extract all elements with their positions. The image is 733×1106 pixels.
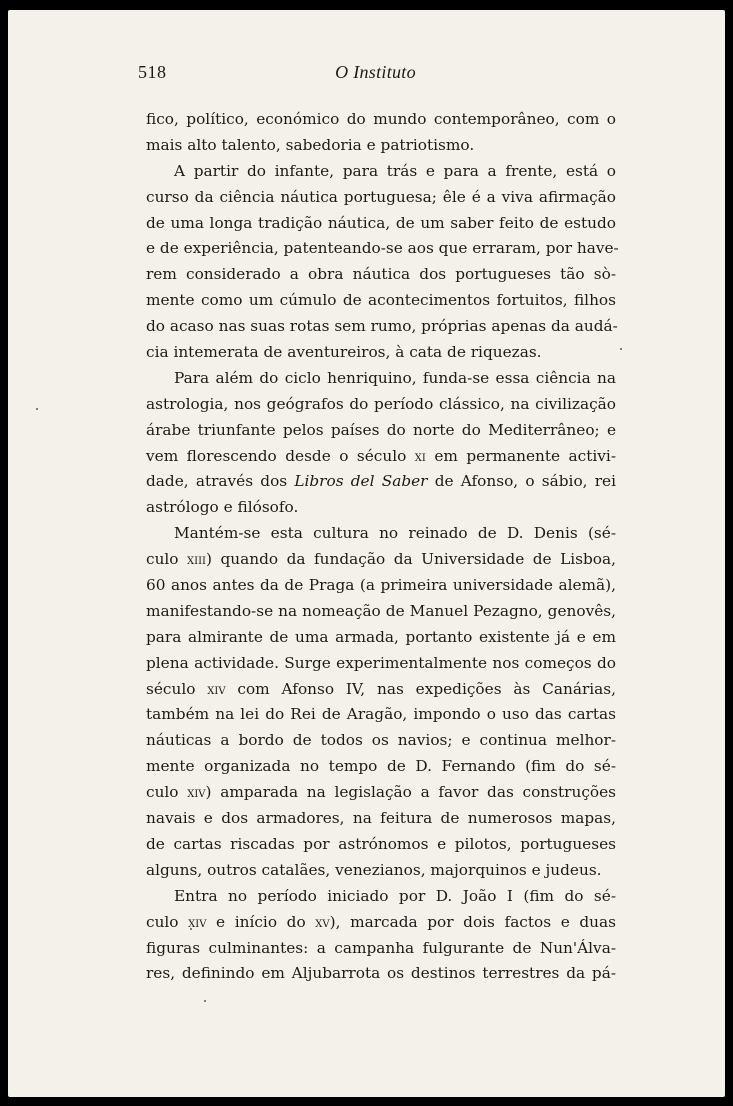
text-segment: ) amparada na legislação a favor das construções (205, 783, 616, 802)
text-line (146, 677, 616, 703)
text-line (146, 392, 616, 418)
text-segment: astrologia, nos geógrafos do período clássico, na civilização (146, 394, 616, 413)
text-line (146, 340, 616, 366)
paper-speck (204, 1000, 206, 1002)
text-line (146, 884, 616, 910)
text-segment: manifestando-se na nomeação de Manuel Pezagno, genovês, (146, 601, 616, 620)
text-segment: rem considerado a obra náutica dos portugueses tão sò- (146, 265, 616, 284)
roman-numeral: xiii (187, 552, 207, 569)
text-line (146, 754, 616, 780)
text-line (146, 107, 616, 133)
text-segment: culo (146, 550, 188, 569)
running-title: O Instituto (335, 62, 416, 82)
text-segment: e início do (206, 912, 316, 931)
text-line (146, 236, 619, 262)
roman-numeral: xv (315, 914, 330, 931)
text-line (146, 185, 616, 211)
text-line (146, 444, 616, 470)
text-segment: fico, político, económico do mundo contemporâneo, com o (146, 110, 616, 128)
text-segment: de uma longa tradição náutica, de um saber feito de estudo (146, 213, 616, 232)
text-segment: de Afonso, o sábio, rei (427, 472, 616, 491)
text-segment: culo (146, 783, 188, 802)
text-segment: cia intemerata de aventureiros, à cata de riquezas. (146, 343, 542, 362)
text-segment: Entra no período iniciado por D. João I (fim do sé- (174, 886, 616, 905)
text-line (146, 599, 616, 625)
text-segment: árabe triunfante pelos países do norte do Mediterrâneo; e (146, 420, 616, 439)
text-segment: A partir do infante, para trás e para a frente, está o (174, 161, 616, 180)
text-line (146, 469, 616, 495)
text-line (146, 728, 616, 754)
text-segment: 60 anos antes da de Praga (a primeira universidade alemã), (146, 576, 616, 595)
text-segment: culo (146, 912, 189, 931)
text-segment: de cartas riscadas por astrónomos e pilotos, portugueses (146, 834, 616, 853)
text-segment: também na lei do Rei de Aragão, impondo o uso das cartas (146, 705, 616, 724)
text-segment: vem florescendo desde o século (146, 446, 415, 465)
text-line (146, 262, 616, 288)
text-segment: século (146, 679, 208, 698)
text-segment: do acaso nas suas rotas sem rumo, próprias apenas da audá- (146, 317, 618, 336)
text-line (146, 910, 616, 936)
paper-speck (36, 408, 38, 410)
text-segment: com Afonso IV, nas expedições às Canárias, (225, 679, 616, 698)
text-segment: ), marcada por dois factos e duas (329, 912, 616, 931)
text-line (146, 961, 616, 987)
roman-numeral: xiv (187, 785, 206, 802)
text-segment: ) quando da fundação da Universidade de Lisboa, (206, 550, 616, 569)
paper-speck (620, 348, 622, 350)
text-segment: mais alto talento, sabedoria e patriotismo. (146, 135, 475, 154)
text-segment: alguns, outros catalães, venezianos, majorquinos e judeus. (146, 860, 602, 879)
text-segment: Para além do ciclo henriquino, funda-se essa ciência na (174, 368, 616, 387)
text-segment: mente como um cúmulo de acontecimentos fortuitos, filhos (146, 291, 616, 310)
text-line (146, 133, 616, 159)
text-segment: em permanente activi- (425, 446, 616, 465)
roman-numeral: xiv (188, 914, 207, 931)
text-line (146, 625, 616, 651)
text-segment: astrólogo e filósofo. (146, 498, 299, 517)
text-segment: res, definindo em Aljubarrota os destinos terrestres da pá- (146, 964, 616, 983)
text-line (146, 159, 616, 185)
text-segment: Mantém-se esta cultura no reinado de D. Denis (sé- (174, 524, 616, 543)
text-segment: plena actividade. Surge experimentalmente nos começos do (146, 653, 616, 672)
text-line (146, 858, 616, 884)
text-line (146, 780, 616, 806)
text-line (146, 418, 616, 444)
text-line (146, 366, 616, 392)
text-line (146, 314, 616, 340)
text-segment: e de experiência, patenteando-se aos que erraram, por have- (146, 239, 619, 258)
text-line (146, 936, 616, 962)
body-text (146, 107, 619, 987)
roman-numeral: xiv (207, 681, 226, 698)
page-header (138, 62, 613, 90)
text-segment: figuras culminantes: a campanha fulgurante de Nun'Álva- (146, 938, 616, 957)
roman-numeral: xi (414, 448, 426, 465)
text-line (146, 573, 616, 599)
text-line (146, 521, 616, 547)
text-line (146, 806, 616, 832)
text-segment: mente organizada no tempo de D. Fernando (fim do sé- (146, 757, 616, 776)
page-number: 518 (138, 62, 167, 82)
text-segment: para almirante de uma armada, portanto existente já e em (146, 627, 616, 646)
book-title: Libros del Saber (294, 472, 428, 491)
text-segment: náuticas a bordo de todos os navios; e continua melhor- (146, 731, 616, 750)
text-line (146, 651, 616, 677)
text-line (146, 702, 616, 728)
text-segment: dade, através dos (146, 472, 295, 491)
text-line (146, 832, 616, 858)
text-segment: curso da ciência náutica portuguesa; êle é a viva afirmação (146, 187, 616, 206)
text-line (146, 288, 616, 314)
text-segment: navais e dos armadores, na feitura de numerosos mapas, (146, 809, 616, 828)
text-line (146, 211, 616, 237)
text-line (146, 547, 616, 573)
text-line (146, 495, 616, 521)
